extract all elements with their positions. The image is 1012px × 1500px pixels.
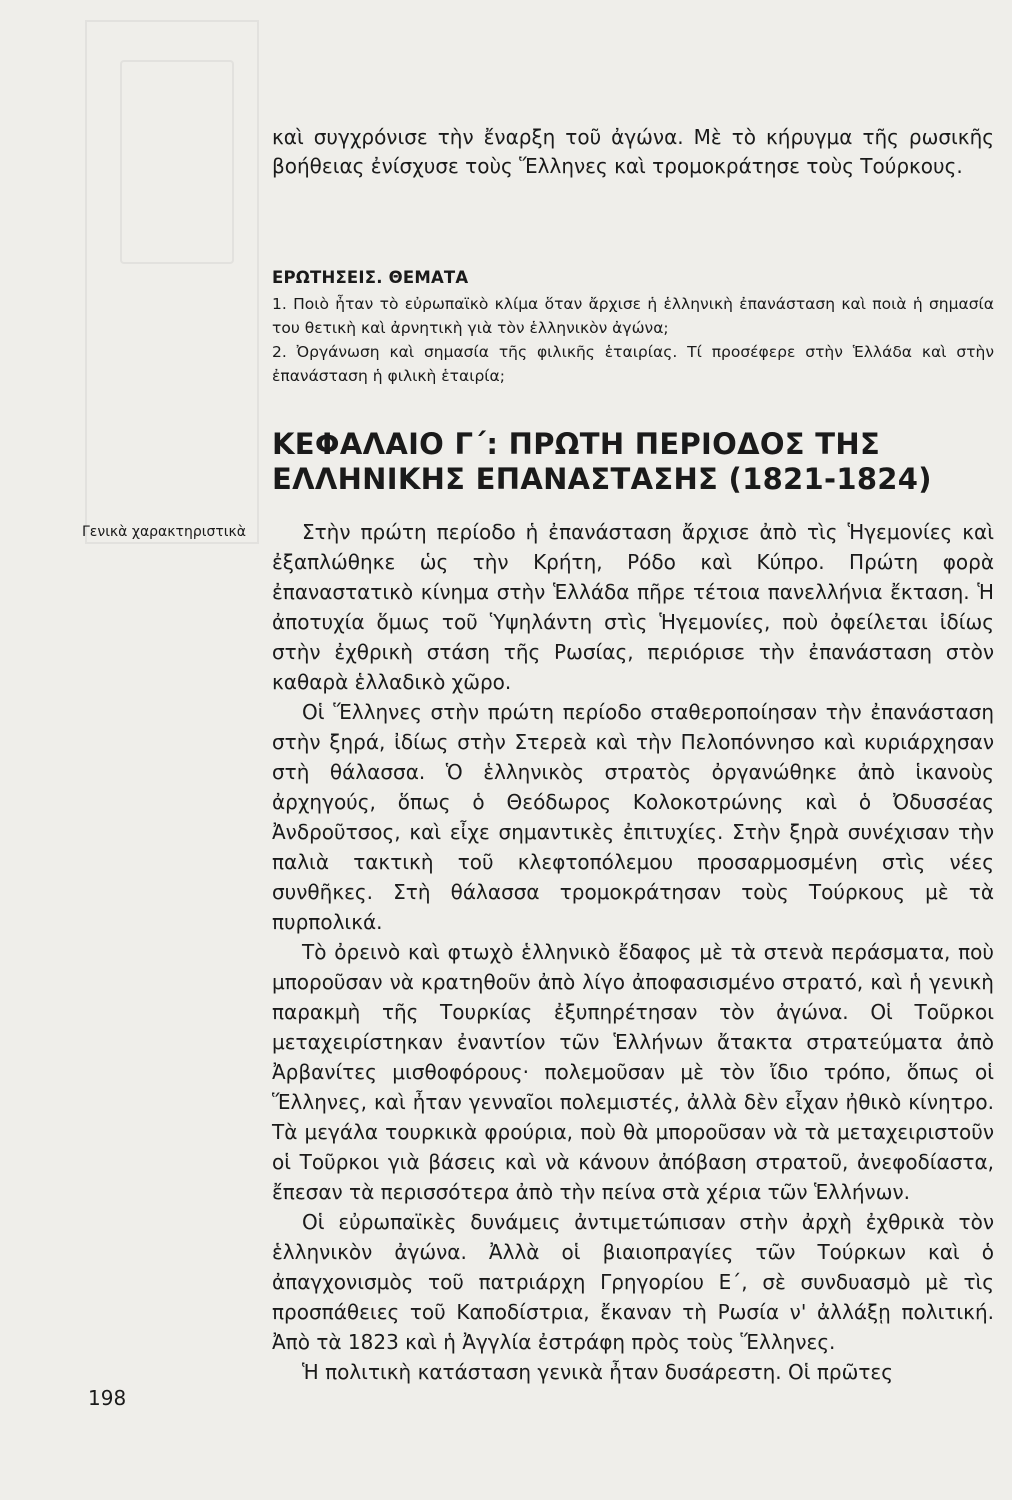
intro-paragraph: καὶ συγχρόνισε τὴν ἔναρξη τοῦ ἀγώνα. Μὲ τὸ κήρυγμα τῆς ρωσικῆς βοήθειας ἐνίσχυσε τοὺς Ἕλληνες καὶ τρομοκράτησε τοὺς Τούρκους.	[272, 125, 994, 178]
body-paragraph: Ἡ πολιτικὴ κατάσταση γενικὰ ἦταν δυσάρεστη. Οἱ πρῶτες	[302, 1360, 893, 1384]
question-item: 1. Ποιὸ ἦταν τὸ εὐρωπαϊκὸ κλίμα ὅταν ἄρχισε ἡ ἑλληνικὴ ἐπανάσταση καὶ ποιὰ ἡ σημασία του θετικὴ καὶ ἀρνητικὴ γιὰ τὸν ἑλληνικὸν ἀγώνα;	[272, 295, 994, 337]
chapter-title: ΚΕΦΑΛΑΙΟ Γ΄: ΠΡΩΤΗ ΠΕΡΙΟΔΟΣ ΤΗΣ ΕΛΛΗΝΙΚΗΣ ΕΠΑΝΑΣΤΑΣΗΣ (1821-1824)	[272, 427, 932, 496]
bleed-through-image	[120, 60, 234, 264]
body-paragraph: Στὴν πρώτη περίοδο ἡ ἐπανάσταση ἄρχισε ἀπὸ τὶς Ἡγεμονίες καὶ ἐξαπλώθηκε ὡς τὴν Κρήτη, Ρόδο καὶ Κύπρο. Πρώτη φορὰ ἐπαναστατικὸ κίνημα στὴν Ἑλλάδα πῆρε τέτοια πανελλήνια ἔκταση. Ἡ ἀποτυχία ὅμως τοῦ Ὑψηλάντη στὶς Ἡγεμονίες, ποὺ ὀφείλεται ἰδίως στὴν ἐχθρικὴ στάση τῆς Ρωσίας, περιόρισε τὴν ἐπανάσταση στὸν καθαρὰ ἑλλαδικὸ χῶρο.	[272, 520, 994, 694]
questions-heading: ΕΡΩΤΗΣΕΙΣ. ΘΕΜΑΤΑ	[272, 268, 469, 287]
chapter-body	[272, 517, 994, 1387]
margin-note: Γενικὰ χαρακτηριστικὰ	[82, 524, 246, 540]
bleed-through-frame	[85, 20, 259, 544]
page-number: 198	[88, 1386, 127, 1410]
questions-list	[272, 292, 994, 388]
body-paragraph: Οἱ Ἕλληνες στὴν πρώτη περίοδο σταθεροποίησαν τὴν ἐπανάσταση στὴν ξηρά, ἰδίως στὴν Στερεὰ καὶ τὴν Πελοπόννησο καὶ κυριάρχησαν στὴ θάλασσα. Ὁ ἑλληνικὸς στρατὸς ὀργανώθηκε ἀπὸ ἱκανοὺς ἀρχηγούς, ὅπως ὁ Θεόδωρος Κολοκοτρώνης καὶ ὁ Ὀδυσσέας Ἀνδροῦτσος, καὶ εἶχε σημαντικὲς ἐπιτυχίες. Στὴν ξηρὰ συνέχισαν τὴν παλιὰ τακτικὴ τοῦ κλεφτοπόλεμου προσαρμοσμένη στὶς νέες συνθῆκες. Στὴ θάλασσα τρομοκράτησαν τοὺς Τούρκους μὲ τὰ πυρπολικά.	[272, 700, 994, 934]
body-paragraph: Τὸ ὀρεινὸ καὶ φτωχὸ ἑλληνικὸ ἔδαφος μὲ τὰ στενὰ περάσματα, ποὺ μποροῦσαν νὰ κρατηθοῦν ἀπὸ λίγο ἀποφασισμένο στρατό, καὶ ἡ γενικὴ παρακμὴ τῆς Τουρκίας ἐξυπηρέτησαν τὸν ἀγώνα. Οἱ Τοῦρκοι μεταχειρίστηκαν ἐναντίον τῶν Ἑλλήνων ἄτακτα στρατεύματα ἀπὸ Ἀρβανίτες μισθοφόρους· πολεμοῦσαν μὲ τὸν ἴδιο τρόπο, ὅπως οἱ Ἕλληνες, καὶ ἦταν γενναῖοι πολεμιστές, ἀλλὰ δὲν εἶχαν ἠθικὸ κίνητρο. Τὰ μεγάλα τουρκικὰ φρούρια, ποὺ θὰ μποροῦσαν νὰ τὰ μεταχειριστοῦν οἱ Τοῦρκοι γιὰ βάσεις καὶ νὰ κάνουν ἀπόβαση στρατοῦ, ἀνεφοδίαστα, ἔπεσαν τὰ περισσότερα ἀπὸ τὴν πείνα στὰ χέρια τῶν Ἑλλήνων.	[272, 940, 994, 1204]
body-paragraph: Οἱ εὐρωπαϊκὲς δυνάμεις ἀντιμετώπισαν στὴν ἀρχὴ ἐχθρικὰ τὸν ἑλληνικὸν ἀγώνα. Ἀλλὰ οἱ βιαιοπραγίες τῶν Τούρκων καὶ ὁ ἀπαγχονισμὸς τοῦ πατριάρχη Γρηγορίου Ε΄, σὲ συνδυασμὸ μὲ τὶς προσπάθειες τοῦ Καποδίστρια, ἔκαναν τὴ Ρωσία ν' ἀλλάξῃ πολιτική. Ἀπὸ τὰ 1823 καὶ ἡ Ἀγγλία ἐστράφη πρὸς τοὺς Ἕλληνες.	[272, 1210, 994, 1354]
question-item: 2. Ὀργάνωση καὶ σημασία τῆς φιλικῆς ἑταιρίας. Τί προσέφερε στὴν Ἑλλάδα καὶ στὴν ἐπανάσταση ἡ φιλικὴ ἑταιρία;	[272, 343, 994, 385]
